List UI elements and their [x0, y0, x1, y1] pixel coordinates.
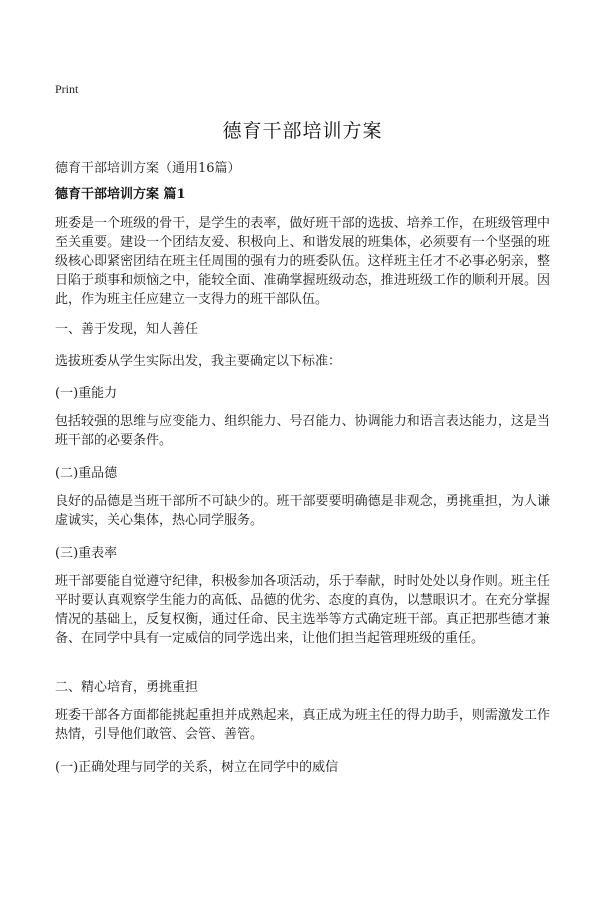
item3-paragraph: 班干部要能自觉遵守纪律，积极参加各项活动，乐于奉献，时时处处以身作则。班主任平时要认真观察学生能力的高低、品德的优劣、态度的真伪，以慧眼识才。在充分掌握情况的基础上，反复权衡，通过任命、民主选举等方式确定班干部。真正把那些德才兼备、在同学中具有一定威信的同学选出来，让他们担当起管理班级的重任。 [55, 574, 550, 646]
item4-heading: (一)正确处理与同学的关系，树立在同学中的威信 [55, 760, 339, 775]
item1-heading: (一)重能力 [55, 386, 118, 401]
part2-paragraph: 班委干部各方面都能挑起重担并成熟起来，真正成为班主任的得力助手，则需激发工作热情，引导他们敢管、会管、善管。 [55, 708, 550, 742]
page-title: 德育干部培训方案 [222, 120, 383, 142]
section-heading: 德育干部培训方案 篇1 [55, 187, 186, 202]
part1-heading: 一、善于发现，知人善任 [55, 322, 199, 337]
part1-text: 选拔班委从学生实际出发，我主要确定以下标准： [55, 354, 342, 369]
document-subtitle: 德育干部培训方案（通用16篇） [55, 161, 241, 176]
item2-paragraph: 良好的品德是当班干部所不可缺少的。班干部要要明确德是非观念，勇挑重担，为人谦虚诚实，关心集体，热心同学服务。 [55, 494, 550, 528]
item3-heading: (三)重表率 [55, 546, 118, 561]
print-label: Print [55, 82, 79, 96]
item1-paragraph: 包括较强的思维与应变能力、组织能力、号召能力、协调能力和语言表达能力，这是当班干部的必要条件。 [55, 414, 550, 448]
item2-heading: (二)重品德 [55, 466, 118, 481]
intro-paragraph: 班委是一个班级的骨干，是学生的表率，做好班干部的选拔、培养工作，在班级管理中至关重要。建设一个团结友爱、积极向上、和谐发展的班集体，必须要有一个坚强的班级核心即紧密团结在班主任周围的强有力的班委队伍。这样班主任才不必事必躬亲，整日陷于琐事和烦恼之中，能较全面、准确掌握班级动态，推进班级工作的顺利开展。因此，作为班主任应建立一支得力的班干部队伍。 [55, 216, 550, 307]
part2-heading: 二、精心培育，勇挑重担 [55, 680, 199, 695]
